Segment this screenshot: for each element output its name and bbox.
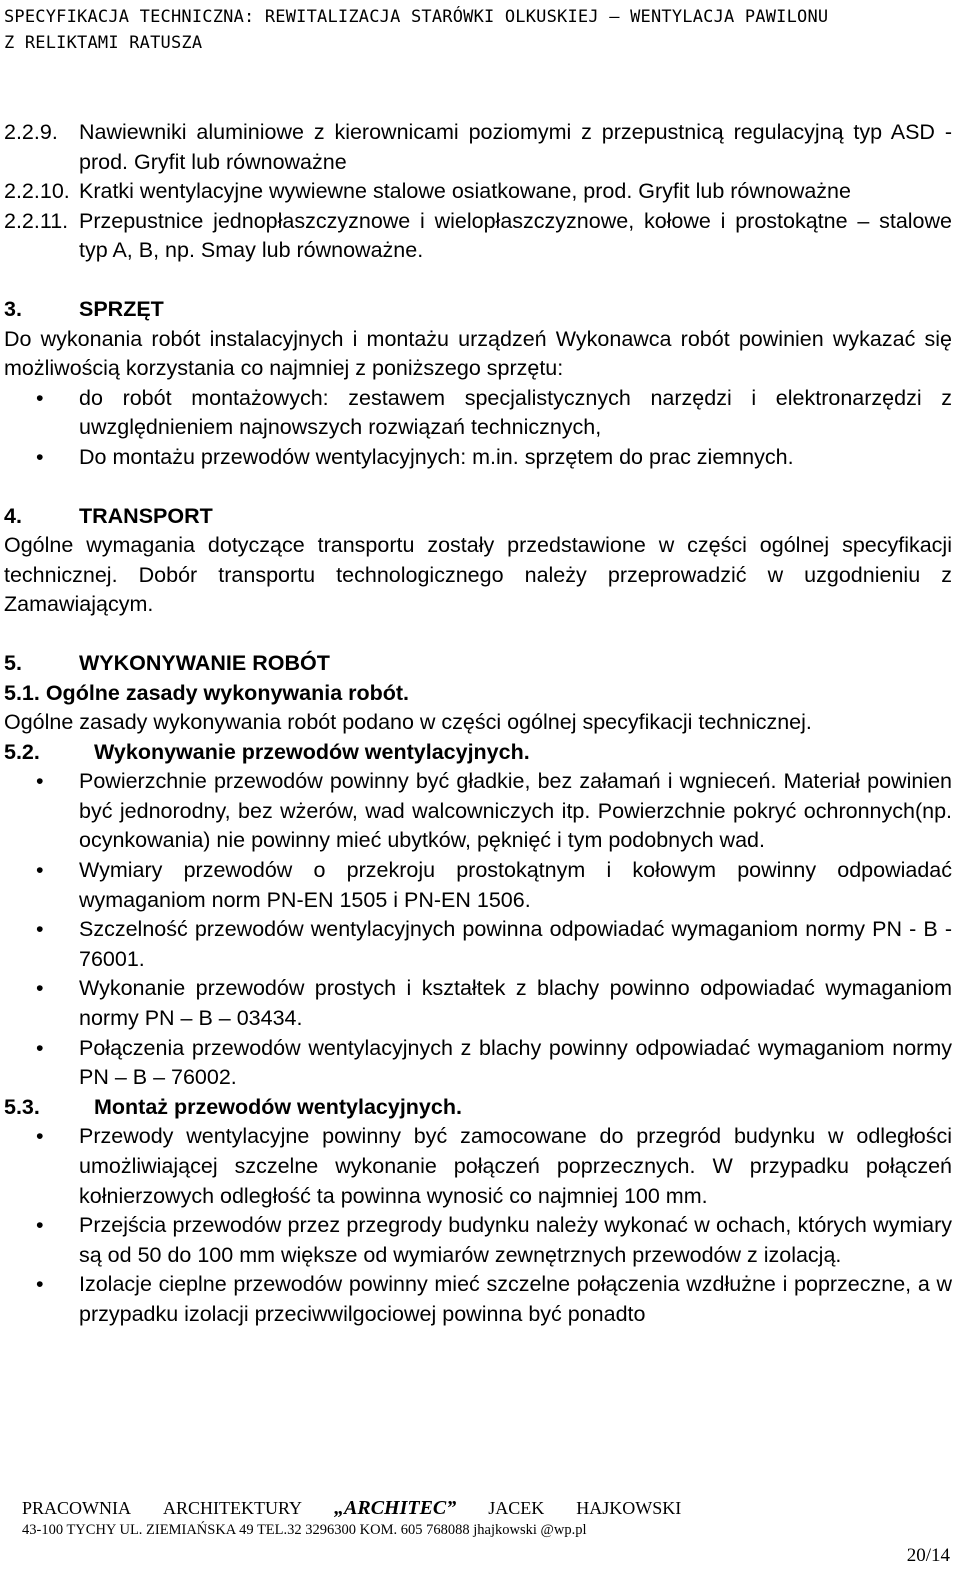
document-body (4, 118, 952, 1330)
footer-word: JACEK (488, 1498, 545, 1518)
item-text: Nawiewniki aluminiowe z kierownicami poziomymi z przepustnicą regulacyjną typ ASD - prod. Gryfit lub równoważne (79, 120, 952, 174)
subsection-title: Montaż przewodów wentylacyjnych. (94, 1094, 462, 1119)
section-number: 3. (4, 296, 22, 321)
subsection-heading (4, 738, 952, 768)
list-item: • Przewody wentylacyjne powinny być zamocowane do przegród budynku w odległości umożliwiającej szczelne wykonanie połączeń poprzecznych. W przypadku połączeń kołnierzowych odległość ta powinna wynosić co najmniej 100 mm. (4, 1122, 952, 1211)
list-item (4, 207, 952, 266)
section-title: TRANSPORT (79, 503, 213, 528)
item-number: 2.2.9. (4, 120, 58, 144)
footer-word: PRACOWNIA (22, 1498, 132, 1518)
list-item: • Wykonanie przewodów prostych i kształtek z blachy powinno odpowiadać wymaganiom normy PN – B – 03434. (4, 974, 952, 1033)
list-item: • Połączenia przewodów wentylacyjnych z blachy powinny odpowiadać wymaganiom normy PN – B – 76002. (4, 1034, 952, 1093)
subsection-number: 5.2. (4, 739, 40, 764)
list-item (4, 118, 952, 177)
list-item: • Szczelność przewodów wentylacyjnych powinna odpowiadać wymaganiom normy PN - B - 76001. (4, 915, 952, 974)
list-item: • do robót montażowych: zestawem specjalistycznych narzędzi i elektronarzędzi z uwzględnieniem najnowszych rozwiązań technicznych, (4, 384, 952, 443)
section-heading-3 (4, 295, 952, 325)
section-heading-4 (4, 502, 952, 532)
document-header (4, 4, 828, 56)
section-title: WYKONYWANIE ROBÓT (79, 650, 330, 675)
subsection-number: 5.3. (4, 1094, 40, 1119)
list-item (4, 177, 952, 207)
list-item: • Izolacje cieplne przewodów powinny mieć szczelne połączenia wzdłużne i poprzeczne, a w przypadku izolacji przeciwwilgociowej powinna być ponadto (4, 1270, 952, 1329)
bullet-list (4, 767, 952, 1093)
document-footer (22, 1496, 942, 1540)
item-text: Przepustnice jednopłaszczyznowe i wielopłaszczyznowe, kołowe i prostokątne – stalowe typ A, B, np. Smay lub równoważne. (79, 208, 952, 263)
header-line-1: SPECYFIKACJA TECHNICZNA: REWITALIZACJA STARÓWKI OLKUSKIEJ – WENTYLACJA PAWILONU (4, 7, 829, 27)
page-number: 20/14 (906, 1545, 950, 1566)
subsection-heading: 5.1. Ogólne zasady wykonywania robót. (4, 680, 410, 705)
bullet-list (4, 1122, 952, 1329)
footer-address: 43-100 TYCHY UL. ZIEMIAŃSKA 49 TEL.32 3296300 KOM. 605 768088 jhajkowski @wp.pl (22, 1522, 587, 1538)
section-title: SPRZĘT (79, 296, 164, 321)
footer-company-line (22, 1496, 942, 1520)
section-heading-5 (4, 649, 952, 679)
company-logo: „ARCHITEC” (334, 1497, 457, 1519)
paragraph: Ogólne zasady wykonywania robót podano w części ogólnej specyfikacji technicznej. (4, 710, 812, 735)
list-item: • Do montażu przewodów wentylacyjnych: m.in. sprzętem do prac ziemnych. (4, 443, 952, 473)
section-number: 4. (4, 503, 22, 528)
section-number: 5. (4, 650, 22, 675)
list-item: • Wymiary przewodów o przekroju prostokątnym i kołowym powinny odpowiadać wymaganiom norm PN-EN 1505 i PN-EN 1506. (4, 856, 952, 915)
footer-word: ARCHITEKTURY (163, 1498, 303, 1518)
item-number: 2.2.11. (4, 208, 69, 233)
list-item: • Przejścia przewodów przez przegrody budynku należy wykonać w ochach, których wymiary są od 50 do 100 mm większe od wymiarów zewnętrznych przewodów z izolacją. (4, 1211, 952, 1270)
paragraph: Ogólne wymagania dotyczące transportu zostały przedstawione w części ogólnej specyfikacji technicznej. Dobór transportu technologicznego należy przeprowadzić w uzgodnieniu z Zamawiającym. (4, 533, 952, 617)
item-number: 2.2.10. (4, 179, 70, 204)
subsection-heading (4, 1093, 952, 1123)
paragraph: Do wykonania robót instalacyjnych i montażu urządzeń Wykonawca robót powinien wykazać się możliwością korzystania co najmniej z poniższego sprzętu: (4, 326, 952, 381)
bullet-list (4, 384, 952, 473)
item-text: Kratki wentylacyjne wywiewne stalowe osiatkowane, prod. Gryfit lub równoważne (79, 179, 851, 204)
header-line-2: Z RELIKTAMI RATUSZA (4, 33, 203, 53)
subsection-title: Wykonywanie przewodów wentylacyjnych. (94, 739, 530, 764)
footer-word: HAJKOWSKI (576, 1498, 682, 1518)
list-item: • Powierzchnie przewodów powinny być gładkie, bez załamań i wgnieceń. Materiał powinien być jednorodny, bez wżerów, wad walcowniczych itp. Powierzchnie pokryć ochronnych(np. ocynkowania) nie powinny mieć ubytków, pęknięć i tym podobnych wad. (4, 767, 952, 856)
